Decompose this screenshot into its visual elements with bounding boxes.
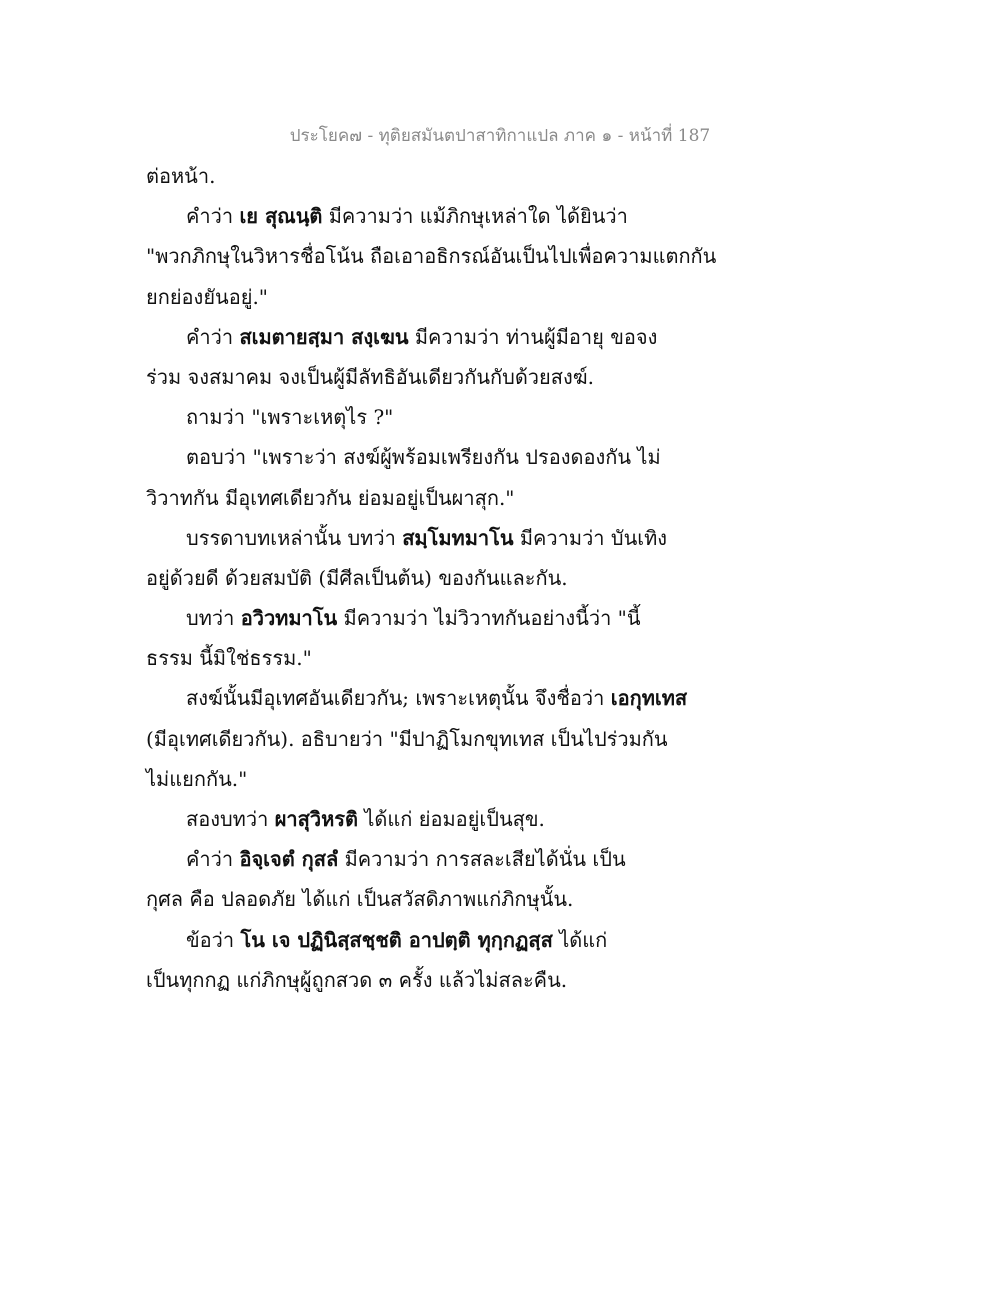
text-line bbox=[146, 879, 846, 919]
text-segment: มีความว่า แม้ภิกษุเหล่าใด ได้ยินว่า bbox=[322, 204, 628, 229]
pali-term: ผาสุวิหรติ bbox=[274, 807, 358, 831]
body-text bbox=[146, 156, 846, 1000]
text-line bbox=[146, 759, 846, 799]
text-line bbox=[146, 638, 846, 678]
pali-term: โน เจ ปฏินิสฺสชฺชติ อาปตฺติ ทุกฺกฏสฺส bbox=[240, 927, 553, 952]
text-segment: สงฆ์นั้นมีอุเทศอันเดียวกัน; เพราะเหตุนั้น จึงชื่อว่า bbox=[186, 686, 611, 711]
text-line bbox=[146, 196, 846, 236]
text-segment: ต่อหน้า. bbox=[146, 164, 216, 188]
text-segment: มีความว่า บันเทิง bbox=[513, 525, 668, 550]
text-segment: มีความว่า ท่านผู้มีอายุ ขอจง bbox=[408, 324, 658, 349]
text-segment: มีความว่า ไม่วิวาทกันอย่างนี้ว่า "นี้ bbox=[337, 606, 641, 631]
text-line bbox=[146, 558, 846, 598]
text-segment: คำว่า bbox=[186, 204, 240, 229]
text-segment: ข้อว่า bbox=[186, 927, 241, 952]
text-segment: เป็นทุกกฏ แก่ภิกษุผู้ถูกสวด ๓ ครั้ง แล้วไม่สละคืน. bbox=[146, 967, 568, 992]
text-line bbox=[146, 437, 846, 477]
text-line bbox=[146, 839, 846, 879]
pali-term: เย สุณนฺติ bbox=[239, 204, 323, 229]
text-line bbox=[146, 678, 846, 718]
text-segment: สองบทว่า bbox=[186, 807, 275, 831]
text-line bbox=[146, 518, 846, 558]
text-segment: กุศล คือ ปลอดภัย ได้แก่ เป็นสวัสดิภาพแก่ภิกษุนั้น. bbox=[146, 887, 574, 912]
text-segment: คำว่า bbox=[186, 847, 240, 872]
text-segment: วิวาทกัน มีอุเทศเดียวกัน ย่อมอยู่เป็นผาสุก." bbox=[146, 485, 515, 510]
text-segment: ไม่แยกกัน." bbox=[146, 766, 248, 791]
text-segment: บรรดาบทเหล่านั้น บทว่า bbox=[186, 525, 403, 550]
page-header: ประโยค๗ - ทุติยสมันตปาสาทิกาแปล ภาค ๑ - หน้าที่ 187 bbox=[289, 126, 711, 146]
text-line bbox=[146, 236, 846, 276]
text-line bbox=[146, 598, 846, 638]
text-segment: ตอบว่า "เพราะว่า สงฆ์ผู้พร้อมเพรียงกัน ปรองดองกัน ไม่ bbox=[186, 445, 661, 470]
text-line bbox=[146, 156, 846, 196]
text-line bbox=[146, 277, 846, 317]
text-segment: ร่วม จงสมาคม จงเป็นผู้มีลัทธิอันเดียวกันกับด้วยสงฆ์. bbox=[146, 364, 594, 389]
pali-term: อิจฺเจตํ กุสลํ bbox=[239, 847, 339, 872]
text-line bbox=[146, 719, 846, 759]
text-segment: ได้แก่ bbox=[552, 927, 608, 952]
pali-term: สเมตายสฺมา สงฺเฆน bbox=[239, 324, 409, 349]
text-line bbox=[146, 317, 846, 357]
pali-term: อวิวทมาโน bbox=[240, 606, 338, 631]
text-line bbox=[146, 920, 846, 960]
text-segment: ธรรม นี้มิใช่ธรรม." bbox=[146, 646, 312, 671]
pali-term: เอกุทเทส bbox=[610, 686, 688, 711]
text-line bbox=[146, 357, 846, 397]
text-segment: ได้แก่ ย่อมอยู่เป็นสุข. bbox=[358, 807, 545, 831]
text-line bbox=[146, 799, 846, 839]
text-line bbox=[146, 478, 846, 518]
text-segment: คำว่า bbox=[186, 324, 240, 349]
text-segment: (มีอุเทศเดียวกัน). อธิบายว่า "มีปาฏิโมกขุทเทส เป็นไปร่วมกัน bbox=[146, 726, 668, 751]
text-line bbox=[146, 960, 846, 1000]
pali-term: สมฺโมทมาโน bbox=[402, 525, 514, 550]
text-segment: "พวกภิกษุในวิหารชื่อโน้น ถือเอาอธิกรณ์อันเป็นไปเพื่อความแตกกัน bbox=[146, 244, 717, 269]
text-line bbox=[146, 397, 846, 437]
text-segment: ถามว่า "เพราะเหตุไร ?" bbox=[186, 405, 394, 430]
text-segment: บทว่า bbox=[186, 606, 241, 631]
text-segment: ยกย่องยันอยู่." bbox=[146, 284, 269, 309]
text-segment: มีความว่า การสละเสียได้นั่น เป็น bbox=[338, 847, 626, 872]
text-segment: อยู่ด้วยดี ด้วยสมบัติ (มีศีลเป็นต้น) ของกันและกัน. bbox=[146, 565, 568, 590]
